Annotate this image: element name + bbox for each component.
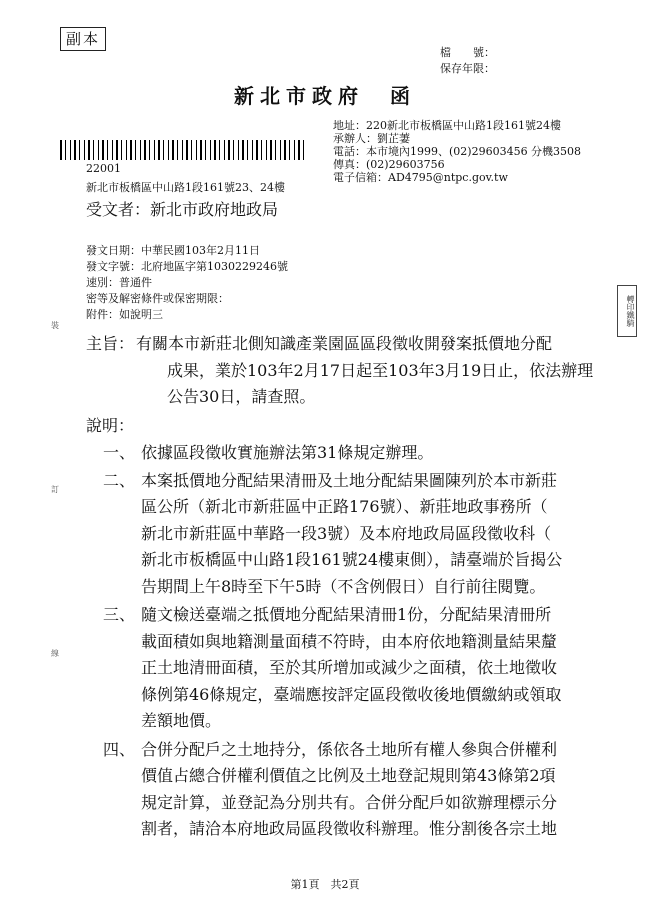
contact-handler: 承辦人：劉芷萋 [333,132,410,145]
explanation-item-3 [103,602,603,735]
item-number: 一、 [103,443,136,462]
explanation-item-2 [103,468,603,601]
item-line: 新北市新莊區中華路一段3號）及本府地政局區段徵收科（ [141,523,552,543]
item-line: 載面積如與地籍測量面積不符時，由本府依地籍測量結果釐 [141,631,558,651]
copy-label: 副本 [60,27,106,51]
document-title: 新北市政府 函 [234,84,416,108]
item-line: 新北市板橋區中山路1段161號24樓東側），請臺端於旨揭公 [141,550,563,569]
item-line: 價值占總合併權利價值之比例及土地登記規則第43條第2項 [141,766,556,785]
item-line: 隨文檢送臺端之抵價地分配結果清冊1份，分配結果清冊所 [141,605,552,624]
item-line: 區公所（新北市新莊區中正路176號）、新莊地政事務所（ [141,497,548,516]
margin-mark-bind: 裝 [51,321,59,330]
contact-email: 電子信箱：AD4795@ntpc.gov.tw [333,171,508,184]
item-number: 三、 [103,605,136,624]
recipient-address: 新北市板橋區中山路1段161號23、24樓 [86,181,285,194]
item-line: 條例第46條規定，臺端應按評定區段徵收後地價繳納或領取 [141,684,562,704]
item-line: 依據區段徵收實施辦法第31條規定辦理。 [141,443,434,462]
recipient: 受文者：新北市政府地政局 [86,200,279,219]
retention-label: 保存年限： [440,62,495,75]
explanation-item-1 [103,440,603,467]
explanation-item-4 [103,737,603,843]
subject-line: 成果，業於103年2月17日起至103年3月19日止，依法辦理 [167,360,594,380]
security-level: 密等及解密條件或保密期限： [86,292,229,305]
barcode [60,140,308,160]
contact-phone: 電話：本市境內1999、(02)29603456 分機3508 [333,145,582,158]
seal-stamp: 轉印鐵騎 [617,285,637,337]
subject-body [136,331,593,411]
margin-mark-line: 線 [51,649,59,658]
item-number: 二、 [103,470,136,490]
item-line: 割者，請洽本府地政局區段徵收科辦理。惟分割後各宗土地 [141,819,558,838]
subject-label: 主旨： [86,334,135,353]
item-line: 本案抵價地分配結果清冊及土地分配結果圖陳列於本市新莊 [141,470,558,490]
zip-code: 22001 [86,162,121,175]
attachment: 附件：如說明三 [86,308,163,321]
issue-date: 發文日期：中華民國103年2月11日 [86,244,260,257]
page-footer: 第1頁 共2頁 [290,878,360,891]
margin-mark-cut: 訂 [51,485,59,494]
contact-address: 地址：220新北市板橋區中山路1段161號24樓 [333,119,561,132]
delivery-speed: 速別：普通件 [86,276,152,289]
item-line: 差額地價。 [141,711,222,730]
item-line: 規定計算，並登記為分別共有。合併分配戶如欲辦理標示分 [141,792,558,812]
item-line: 正土地清冊面積，至於其所增加或減少之面積，依土地徵收 [141,658,558,677]
item-line: 告期間上午8時至下午5時（不含例假日）自行前往閱覽。 [141,576,546,596]
item-line: 合併分配戶之土地持分，係依各土地所有權人參與合併權利 [141,739,558,759]
doc-number: 發文字號：北府地區字第1030229246號 [86,260,288,273]
item-number: 四、 [103,739,136,759]
explanation-list [103,440,603,843]
subject-line: 有關本市新莊北側知識產業園區區段徵收開發案抵價地分配 [136,334,553,353]
file-no-label: 檔 號： [440,46,495,59]
contact-fax: 傳真：(02)29603756 [333,158,445,171]
subject-line: 公告30日，請查照。 [167,387,316,406]
explanation-label: 說明： [86,416,135,435]
